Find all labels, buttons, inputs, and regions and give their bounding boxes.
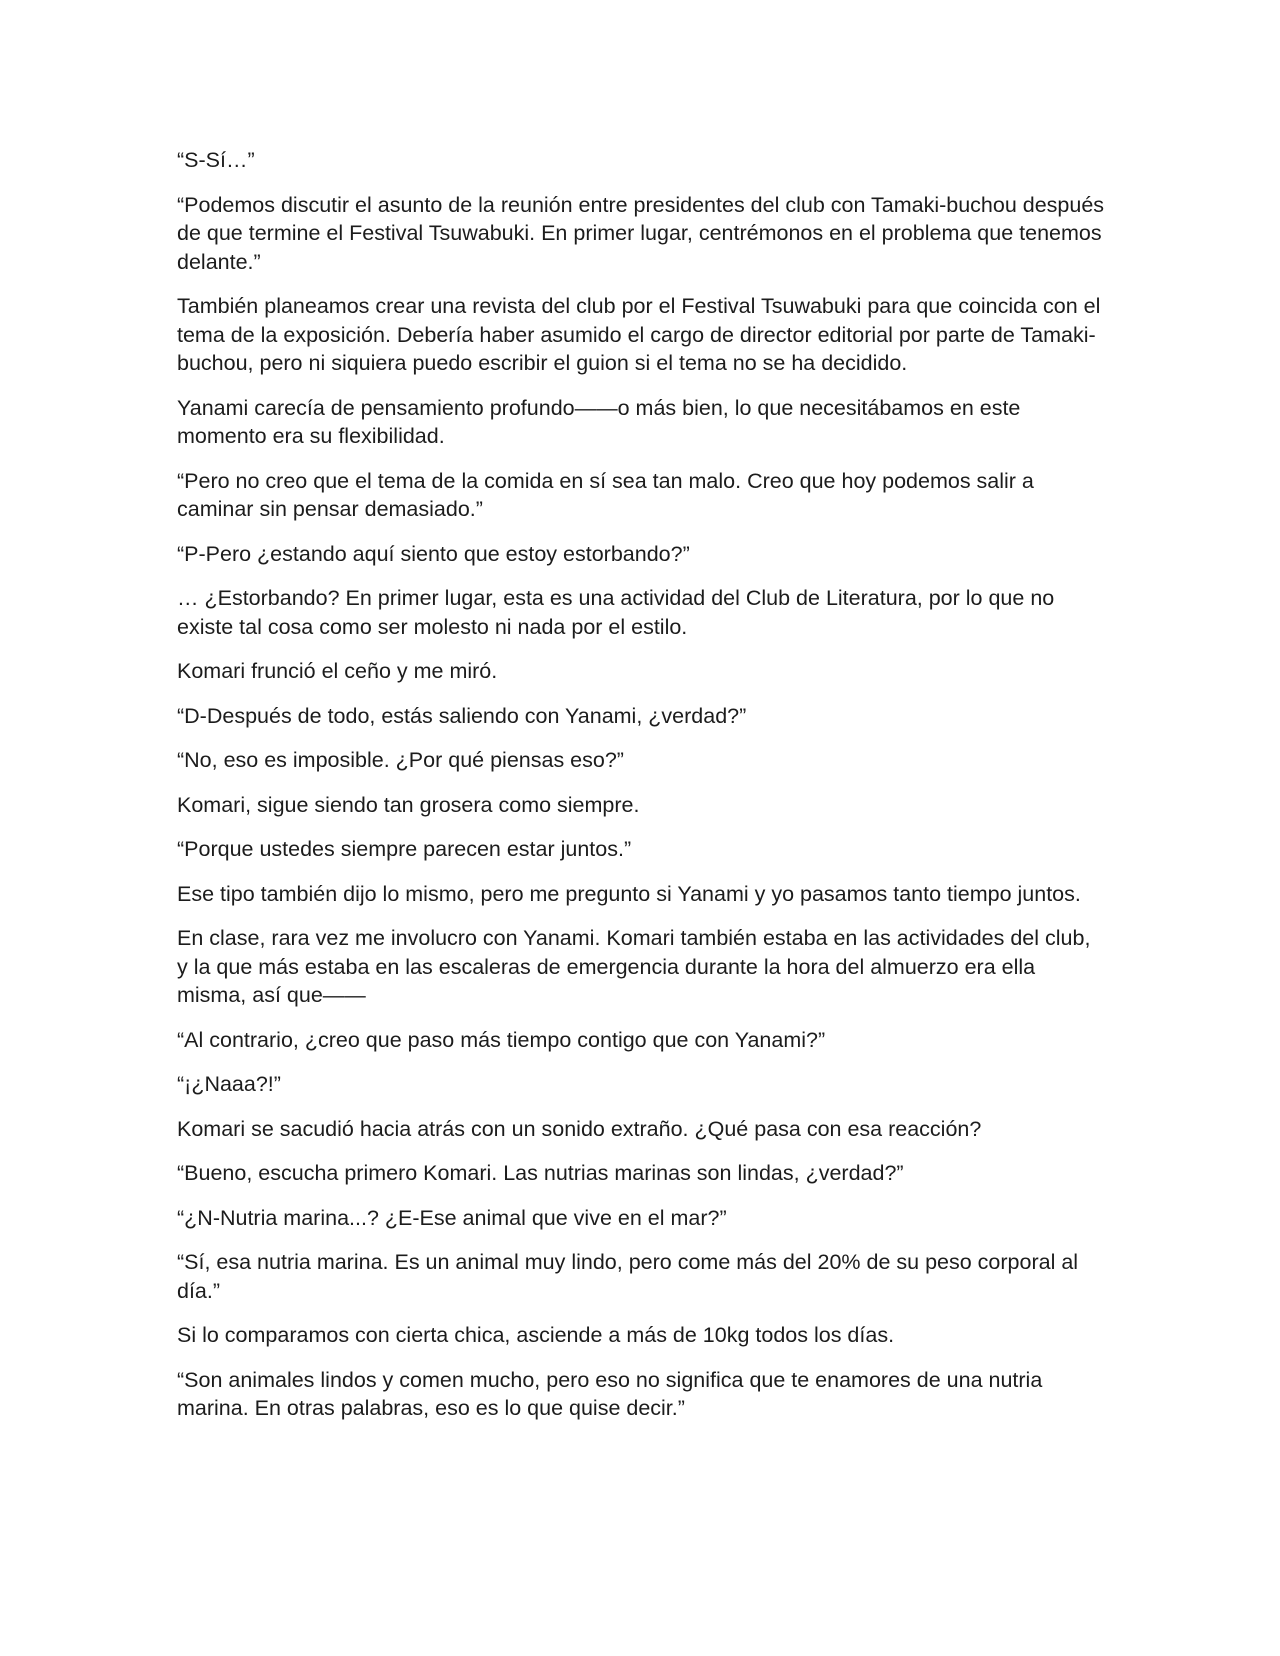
- paragraph: “D-Después de todo, estás saliendo con Yanami, ¿verdad?”: [177, 703, 747, 728]
- paragraph: “¡¿Naaa?!”: [177, 1072, 281, 1096]
- paragraph: “¿N-Nutria marina...? ¿E-Ese animal que vive en el mar?”: [177, 1205, 727, 1230]
- paragraph: “P-Pero ¿estando aquí siento que estoy estorbando?”: [177, 541, 690, 566]
- paragraph: En clase, rara vez me involucro con Yanami. Komari también estaba en las actividades del club, y la que más estaba en las escaleras de emergencia durante la hora del almuerzo era ella misma, así que——: [177, 926, 1091, 1007]
- paragraph: “Sí, esa nutria marina. Es un animal muy lindo, pero come más del 20% de su peso corporal al día.”: [177, 1250, 1079, 1303]
- paragraph: “Porque ustedes siempre parecen estar juntos.”: [177, 837, 632, 861]
- paragraph: Komari frunció el ceño y me miró.: [177, 659, 498, 683]
- paragraph: “No, eso es imposible. ¿Por qué piensas eso?”: [177, 748, 624, 772]
- paragraph: Komari, sigue siendo tan grosera como siempre.: [177, 792, 640, 817]
- paragraph: “Al contrario, ¿creo que paso más tiempo contigo que con Yanami?”: [177, 1027, 826, 1052]
- paragraph: “S-Sí…”: [177, 148, 255, 172]
- paragraph: Komari se sacudió hacia atrás con un sonido extraño. ¿Qué pasa con esa reacción?: [177, 1116, 982, 1141]
- paragraph: “Pero no creo que el tema de la comida en sí sea tan malo. Creo que hoy podemos salir a caminar sin pensar demasiado.”: [177, 468, 1034, 521]
- paragraph: “Son animales lindos y comen mucho, pero eso no significa que te enamores de una nutria marina. En otras palabras, eso es lo que quise decir.”: [177, 1367, 1043, 1420]
- paragraph: “Podemos discutir el asunto de la reunión entre presidentes del club con Tamaki-buchou después de que termine el Festival Tsuwabuki. En primer lugar, centrémonos en el problema que tenemos delante.”: [177, 192, 1105, 274]
- paragraph: Ese tipo también dijo lo mismo, pero me pregunto si Yanami y yo pasamos tanto tiempo juntos.: [177, 881, 1081, 906]
- paragraph: Yanami carecía de pensamiento profundo——o más bien, lo que necesitábamos en este momento era su flexibilidad.: [177, 395, 1021, 448]
- paragraph: … ¿Estorbando? En primer lugar, esta es una actividad del Club de Literatura, por lo que no existe tal cosa como ser molesto ni nada por el estilo.: [177, 586, 1055, 639]
- paragraph: También planeamos crear una revista del club por el Festival Tsuwabuki para que coincida con el tema de la exposición. Debería haber asumido el cargo de director editorial por parte de Tamaki-buchou, pero ni siquiera puedo escribir el guion si el tema no se ha decidido.: [177, 294, 1101, 375]
- paragraph: Si lo comparamos con cierta chica, asciende a más de 10kg todos los días.: [177, 1323, 895, 1347]
- document-body: [177, 146, 1107, 1439]
- paragraph: “Bueno, escucha primero Komari. Las nutrias marinas son lindas, ¿verdad?”: [177, 1161, 904, 1185]
